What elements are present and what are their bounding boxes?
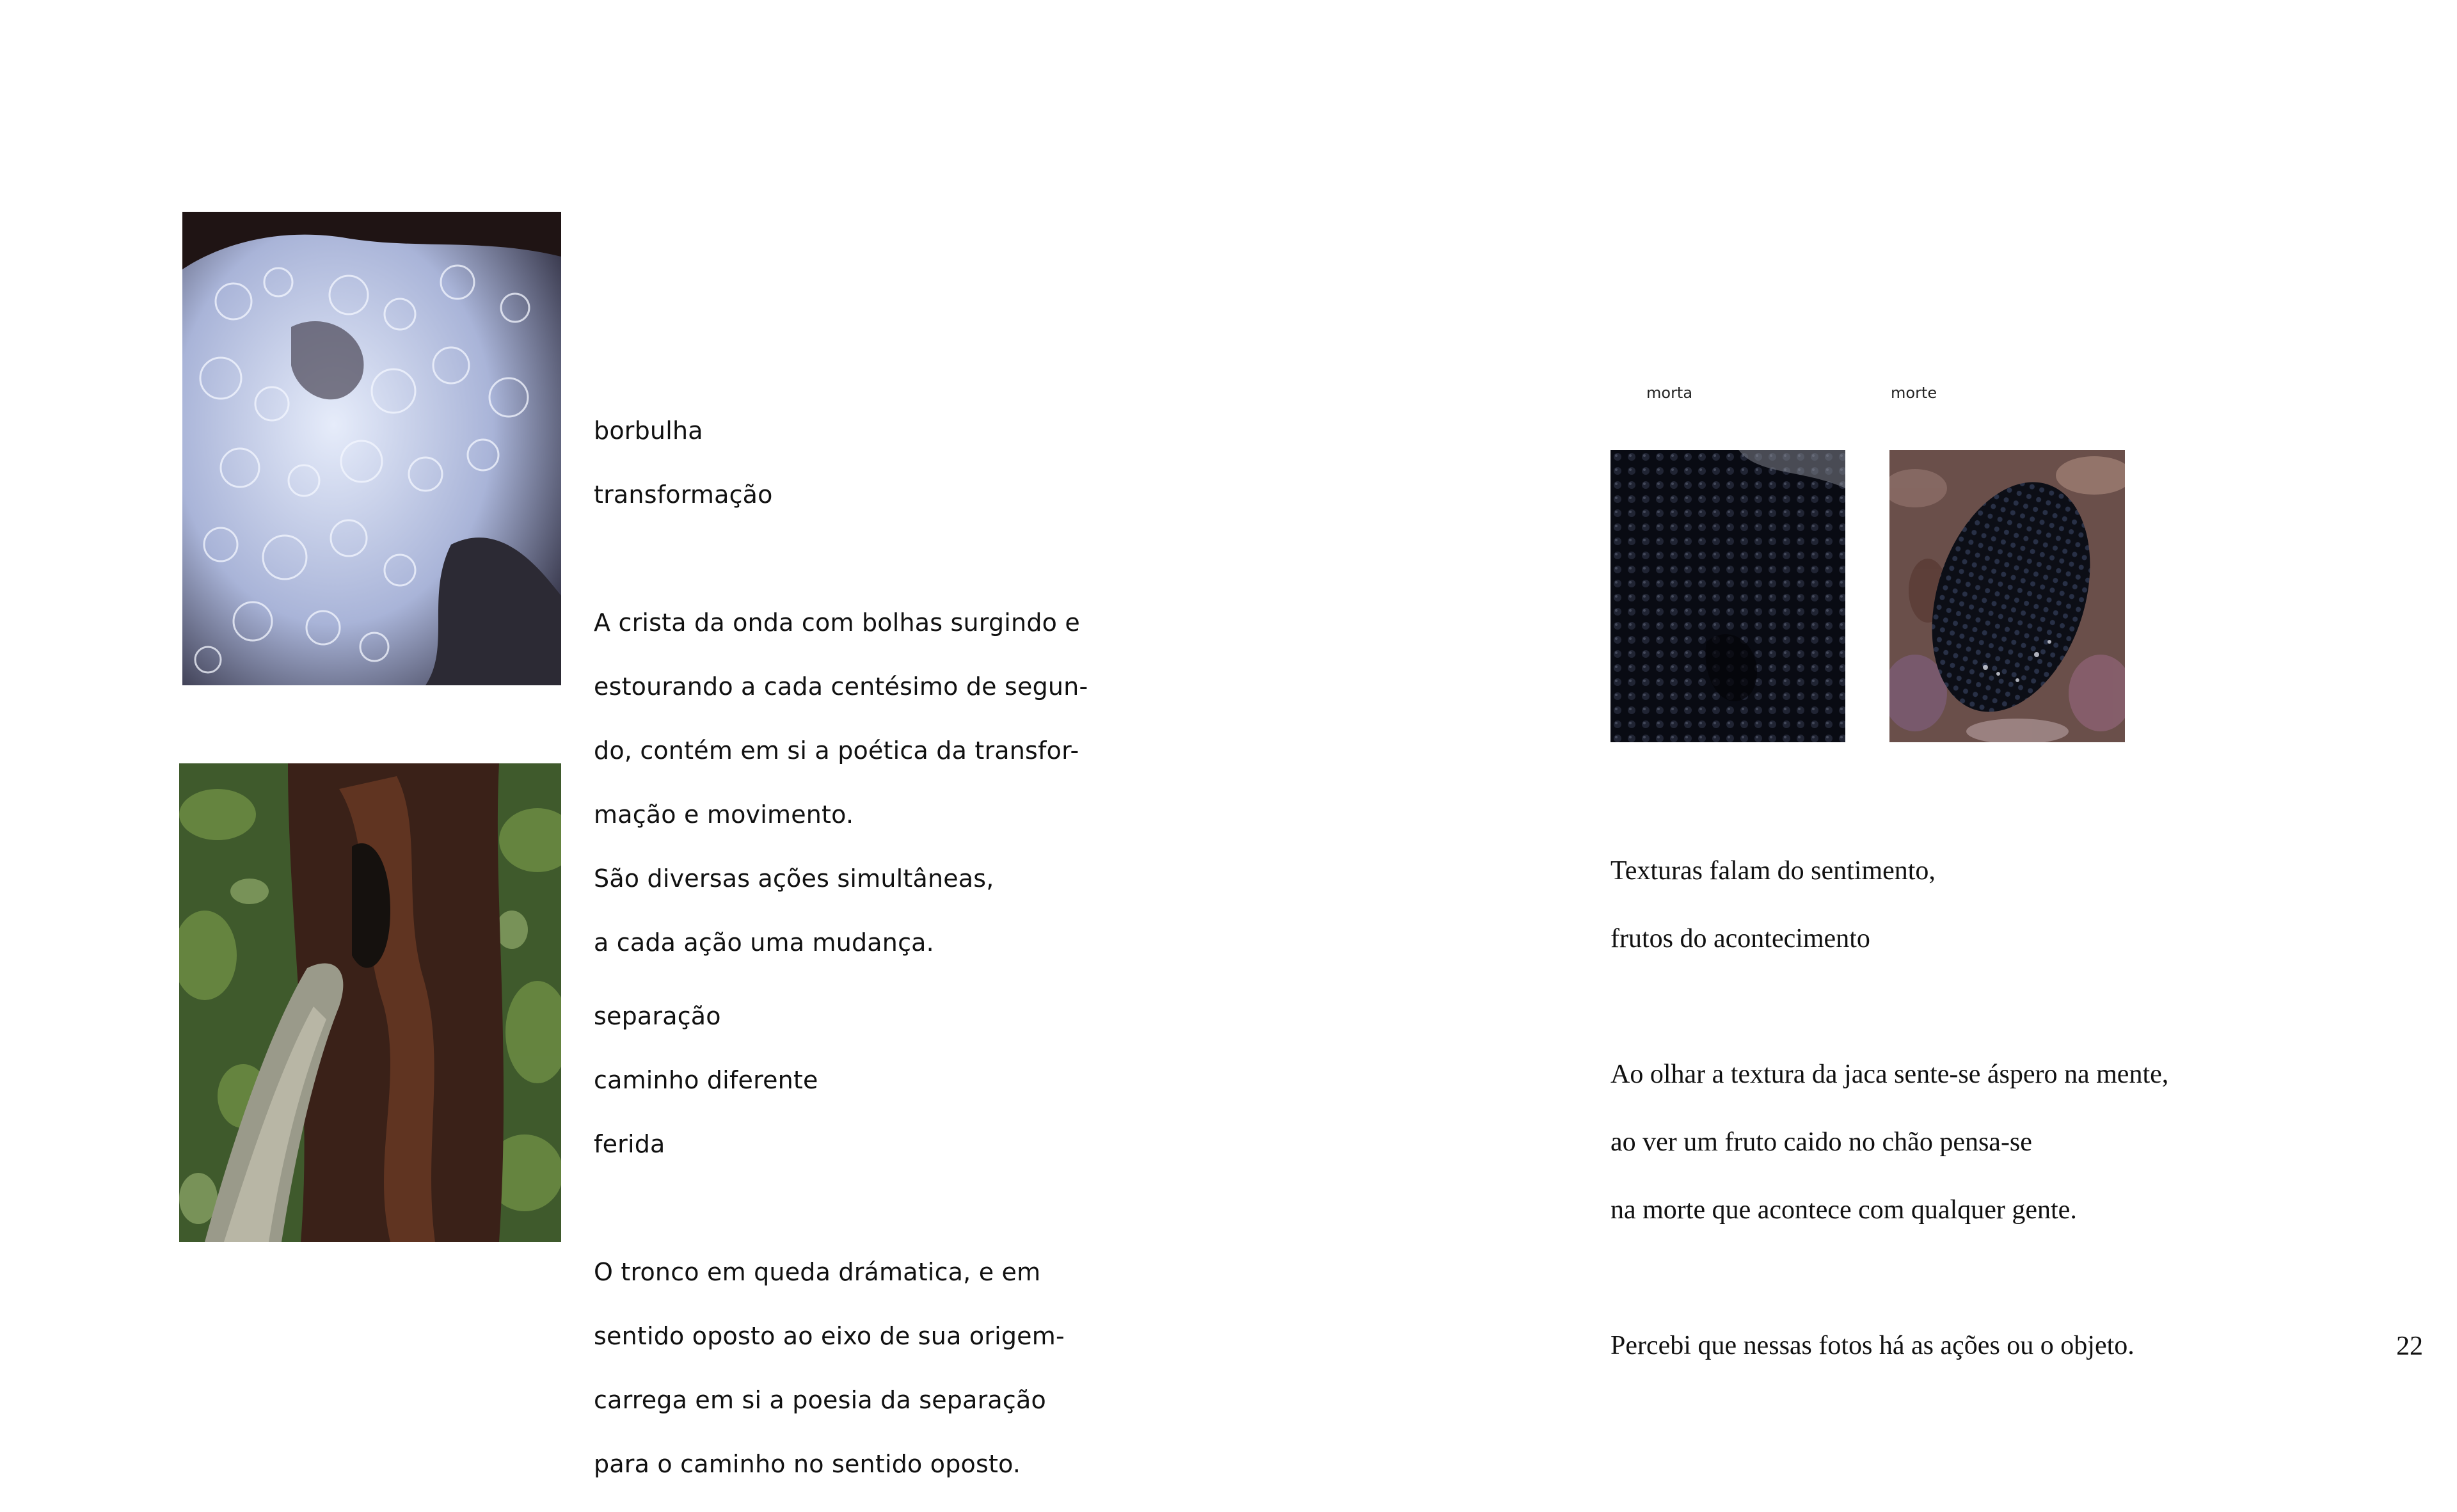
keyword: caminho diferente	[594, 1066, 818, 1094]
paragraph-line: mação e movimento.	[594, 800, 854, 829]
heading-line: Texturas falam do sentimento,	[1610, 856, 1936, 886]
caption-morte: morte	[1891, 384, 1937, 402]
paragraph-line: Percebi que nessas fotos há as ações ou o objeto.	[1610, 1331, 2135, 1360]
keyword: borbulha	[594, 417, 703, 445]
paragraph-line: para o caminho no sentido oposto.	[594, 1450, 1021, 1478]
paragraph-line: sentido oposto ao eixo de sua origem-	[594, 1322, 1065, 1350]
caption-morta: morta	[1646, 384, 1693, 402]
paragraph-line: O tronco em queda drámatica, e em	[594, 1258, 1041, 1286]
paragraph-line: do, contém em si a poética da transfor-	[594, 736, 1079, 765]
paragraph-line: carrega em si a poesia da separação	[594, 1386, 1046, 1414]
paragraph-line: A crista da onda com bolhas surgindo e	[594, 609, 1080, 637]
keyword: separação	[594, 1002, 721, 1030]
tree-trunk-photo	[179, 763, 561, 1242]
paragraph-line: Ao olhar a textura da jaca sente-se áspero na mente,	[1610, 1060, 2169, 1089]
jackfruit-texture-photo	[1610, 450, 1845, 742]
page-number: 22	[2396, 1332, 2423, 1361]
keyword: ferida	[594, 1130, 665, 1158]
tree-text	[594, 968, 1065, 1512]
paragraph-line: estourando a cada centésimo de segun-	[594, 672, 1088, 701]
paragraph-line: ao ver um fruto caido no chão pensa-se	[1610, 1127, 2032, 1157]
textures-text	[1610, 820, 2168, 1397]
bubbles-photo	[182, 212, 561, 685]
bubbles-text	[594, 383, 1088, 991]
heading-line: frutos do acontecimento	[1610, 924, 1870, 953]
paragraph-line: a cada ação uma mudança.	[594, 928, 934, 957]
fallen-fruit-photo	[1889, 450, 2125, 742]
paragraph-line: na morte que acontece com qualquer gente.	[1610, 1195, 2077, 1225]
paragraph-line: São diversas ações simultâneas,	[594, 864, 994, 893]
keyword: transformação	[594, 481, 773, 509]
